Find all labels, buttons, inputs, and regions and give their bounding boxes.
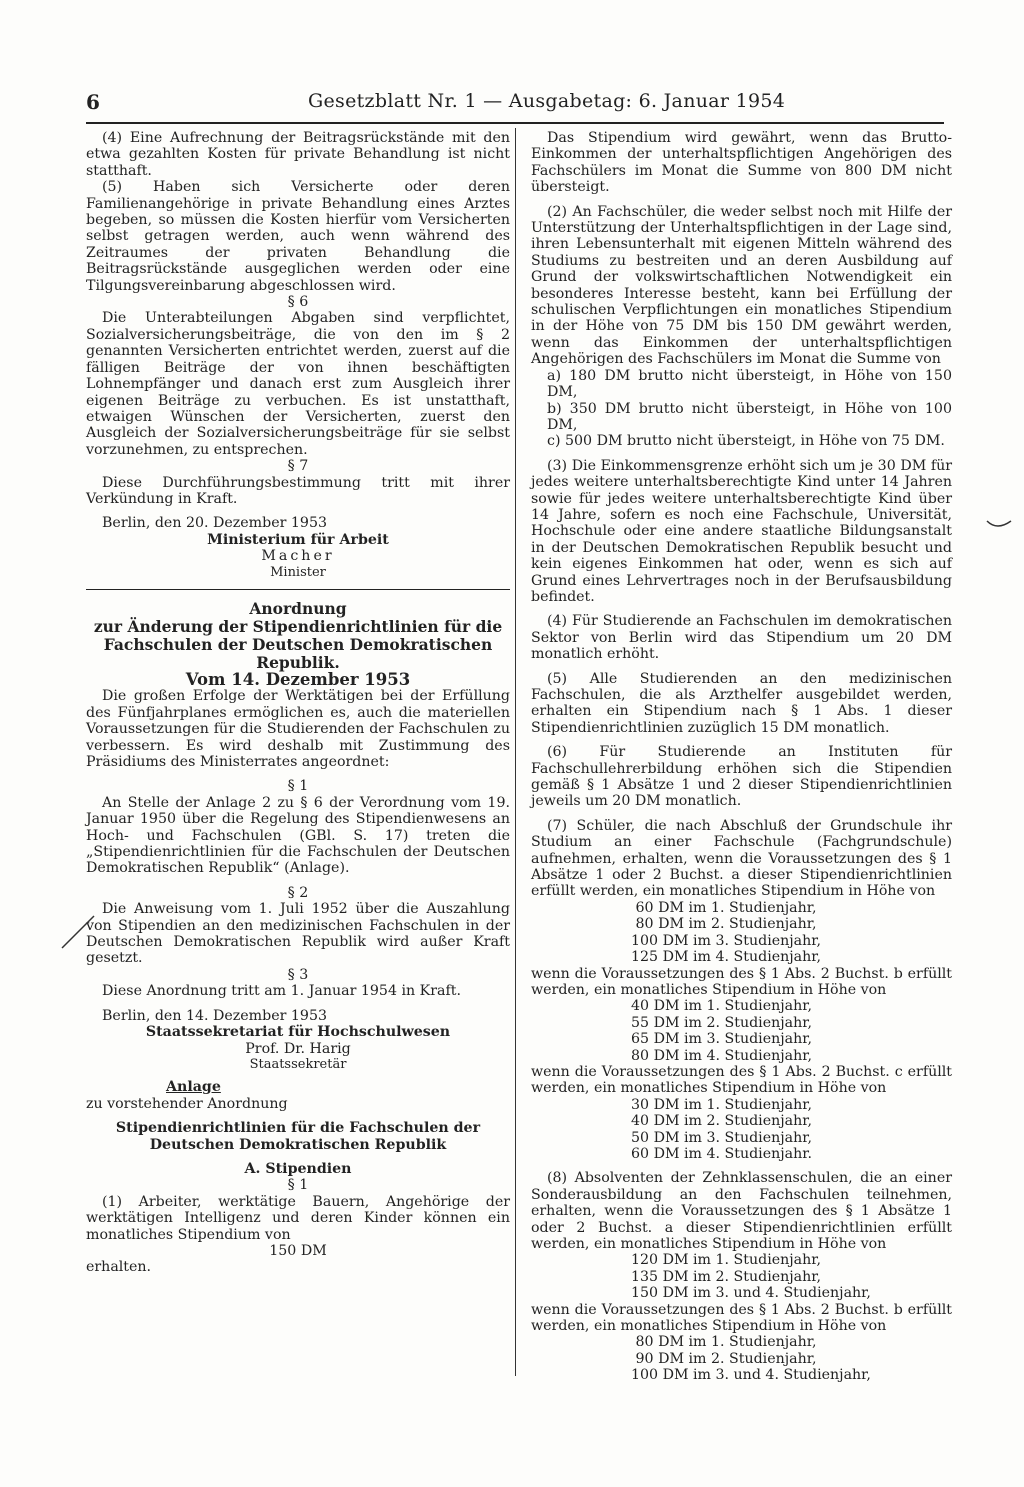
stipend-row: 30 DM im 1. Studienjahr,	[631, 1096, 812, 1113]
guidelines-section-1-text: (1) Arbeiter, werktätige Bauern, Angehörige der werktätigen Intelligenz und deren Kinder können ein monatliches Stipendium von	[86, 1193, 510, 1243]
income-tier-b: b) 350 DM brutto nicht übersteigt, in Höhe von 100 DM,	[547, 400, 952, 433]
gazette-title: Gesetzblatt Nr. 1 — Ausgabetag: 6. Januar 1954	[308, 90, 786, 112]
paragraph-6-right: (6) Für Studierende an Instituten für Fachschullehrerbildung erhöhen sich die Stipendien gemäß § 1 Absätze 1 und 2 dieser Stipendienrichtlinien jeweils um 20 DM monatlich.	[531, 744, 952, 810]
decree-date-line: Berlin, den 14. Dezember 1953	[102, 1007, 328, 1024]
decree-section-1-text: An Stelle der Anlage 2 zu § 6 der Verordnung vom 19. Januar 1950 über die Regelung des Stipendienwesens an Hoch- und Fachschulen (GBl. S. 17) treten die „Stipendienrichtlinien für die Fachschulen der Deutschen Demokratischen Republik“ (Anlage).	[86, 794, 510, 877]
decree-section-2-heading: § 2	[287, 884, 309, 901]
left-column	[86, 130, 510, 1276]
stipend-row: 90 DM im 2. Studienjahr,	[631, 1350, 817, 1367]
page-number: 6	[86, 90, 100, 114]
section-7-heading: § 7	[287, 458, 309, 475]
stipend-table-4	[531, 1252, 952, 1301]
secretary-name: Prof. Dr. Harig	[245, 1040, 351, 1057]
section-7-text: Diese Durchführungsbestimmung tritt mit ihrer Verkündung in Kraft.	[86, 474, 510, 507]
stipend-row: 40 DM im 2. Studienjahr,	[631, 1113, 812, 1130]
stipend-row: 100 DM im 3. Studienjahr,	[631, 932, 821, 949]
stipend-row: 150 DM im 3. und 4. Studienjahr,	[631, 1285, 871, 1302]
stipend-row: 135 DM im 2. Studienjahr,	[631, 1268, 821, 1285]
stipend-row: 60 DM im 1. Studienjahr,	[631, 899, 817, 916]
section-rule	[86, 589, 510, 590]
guidelines-section-1-heading: § 1	[287, 1177, 309, 1194]
stipend-row: 60 DM im 4. Studienjahr.	[631, 1145, 812, 1162]
stipend-row: 120 DM im 1. Studienjahr,	[631, 1252, 821, 1269]
paragraph-7-right: (7) Schüler, die nach Abschluß der Grundschule ihr Studium an einer Fachschule (Fachgrundschule) aufnehmen, erhalten, wenn die Voraussetzungen des § 1 Absätze 1 oder 2 Buchst. a dieser Stipendienrichtlinien erfüllt werden, ein monatliches Stipendium in Höhe von	[531, 817, 952, 900]
date-line: Berlin, den 20. Dezember 1953	[102, 515, 328, 532]
margin-check-mark	[985, 515, 1015, 535]
decree-heading: Anordnung	[249, 598, 347, 618]
paragraph-4-right: (4) Für Studierende an Fachschulen im demokratischen Sektor von Berlin wird das Stipendium um 20 DM monatlich erhöht.	[531, 613, 952, 663]
decree-section-2-text: Die Anweisung vom 1. Juli 1952 über die Auszahlung von Stipendien an den medizinischen Fachschulen in der Deutschen Demokratischen Republik wird außer Kraft gesetzt.	[86, 901, 510, 967]
income-tier-c: c) 500 DM brutto nicht übersteigt, in Höhe von 75 DM.	[547, 433, 945, 450]
decree-subheading: zur Änderung der Stipendienrichtlinien für die Fachschulen der Deutschen Demokratischen Republik.	[93, 616, 503, 672]
stipend-row: 80 DM im 4. Studienjahr,	[631, 1047, 812, 1064]
income-tier-a: a) 180 DM brutto nicht übersteigt, in Höhe von 150 DM,	[547, 367, 952, 401]
decree-section-3-text: Diese Anordnung tritt am 1. Januar 1954 in Kraft.	[102, 983, 461, 1000]
stipend-row: 40 DM im 1. Studienjahr,	[631, 998, 812, 1015]
decree-date: Vom 14. Dezember 1953	[185, 669, 411, 689]
decree-section-1-heading: § 1	[287, 778, 309, 795]
paragraph-5-right: (5) Alle Studierenden an den medizinischen Fachschulen, die als Arzthelfer ausgebildet werden, erhalten ein Stipendium nach § 1 Abs. 1 dieser Stipendienrichtlinien zuzüglich 15 DM monatlich.	[531, 670, 952, 736]
decree-section-3-heading: § 3	[287, 966, 309, 983]
annex-subheading: zu vorstehender Anordnung	[86, 1095, 288, 1112]
minister-title: Minister	[270, 564, 326, 580]
paragraph-7-c: wenn die Voraussetzungen des § 1 Abs. 2 Buchst. c erfüllt werden, ein monatliches Stipendium in Höhe von	[531, 1063, 952, 1097]
stipend-table-1	[531, 900, 952, 966]
paragraph-2: (2) An Fachschüler, die weder selbst noch mit Hilfe der Unterstützung der Unterhaltspflichtigen in der Lage sind, ihren Lebensunterhalt mit eigenen Mitteln während des Studiums zu bestreiten und an deren Ausbildung auf Grund der volkswirtschaftlichen Notwendigkeit ein besonderes Interesse besteht, kann bei Erfüllung der schulischen Verpflichtungen ein monatliches Stipendium in der Höhe von 75 DM bis 150 DM gewährt werden, wenn das Einkommen der unterhaltspflichtigen Angehörigen des Fachschülers im Monat die Summe von	[531, 203, 952, 368]
stipend-income-condition: Das Stipendium wird gewährt, wenn das Brutto-Einkommen der unterhaltspflichtigen Angehörigen des Fachschülers im Monat die Summe von 800 DM nicht übersteigt.	[531, 130, 952, 196]
section-a-heading: A. Stipendien	[244, 1160, 352, 1177]
minister-name: Macher	[261, 548, 335, 565]
stipend-row: 55 DM im 2. Studienjahr,	[631, 1014, 812, 1031]
stipend-table-5	[531, 1334, 952, 1383]
decree-preamble: Die großen Erfolge der Werktätigen bei der Erfüllung des Fünfjahrplanes ermöglichen es, auch die materiellen Voraussetzungen für die Studierenden der Fachschulen zu verbessern. Es wird deshalb mit Zustimmung des Präsidiums des Ministerrates angeordnet:	[86, 688, 510, 770]
paragraph-8-right: (8) Absolventen der Zehnklassenschulen, die an einer Sonderausbildung an den Fachschulen teilnehmen, erhalten, wenn die Voraussetzungen des § 1 Absätze 1 oder 2 Buchst. a dieser Stipendienrichtlinien erfüllt werden, ein monatliches Stipendium in Höhe von	[531, 1170, 952, 1252]
secretariat-name: Staatssekretariat für Hochschulwesen	[145, 1024, 451, 1041]
stipend-table-3	[531, 1097, 952, 1163]
guidelines-section-1-end: erhalten.	[86, 1259, 152, 1276]
ministry-name: Ministerium für Arbeit	[207, 531, 389, 548]
guidelines-section-1-amount: 150 DM	[269, 1242, 327, 1259]
paragraph-3: (3) Die Einkommensgrenze erhöht sich um je 30 DM für jedes weitere unterhaltsberechtigte Kind unter 14 Jahren sowie für jedes weitere unterhaltsberechtigte Kind über 14 Jahre, sofern es noch eine Fachschule, Universität, Hochschule oder eine andere staatliche Bildungsanstalt in der Deutschen Demokratischen Republik besucht und kein eigenes Einkommen hat oder, wenn es sich auf Grund eines Lehrvertrages noch in der Berufsausbildung befindet.	[531, 457, 952, 605]
page-header	[86, 88, 944, 124]
section-6-heading: § 6	[287, 294, 309, 311]
guidelines-title: Stipendienrichtlinien für die Fachschulen der Deutschen Demokratischen Republik	[115, 1120, 481, 1153]
column-divider	[515, 128, 516, 1376]
paragraph-4: (4) Eine Aufrechnung der Beitragsrückstände mit den etwa gezahlten Kosten für private Behandlung ist nicht statthaft.	[86, 130, 510, 179]
stipend-table-2	[531, 998, 952, 1064]
margin-pen-mark	[58, 912, 98, 952]
stipend-row: 50 DM im 3. Studienjahr,	[631, 1129, 812, 1146]
paragraph-8-b: wenn die Voraussetzungen des § 1 Abs. 2 Buchst. b erfüllt werden, ein monatliches Stipendium in Höhe von	[531, 1301, 952, 1335]
stipend-row: 80 DM im 1. Studienjahr,	[631, 1334, 817, 1351]
right-column	[531, 130, 952, 1384]
paragraph-5: (5) Haben sich Versicherte oder deren Familienangehörige in private Behandlung eines Arztes begeben, so müssen die Kosten hierfür vom Versicherten selbst getragen werden, auch wenn während des Zeitraumes der privaten Behandlung die Beitragsrückstände ausgeglichen werden oder eine Tilgungsvereinbarung abgeschlossen wird.	[86, 179, 510, 294]
paragraph-7-b: wenn die Voraussetzungen des § 1 Abs. 2 Buchst. b erfüllt werden, ein monatliches Stipendium in Höhe von	[531, 965, 952, 998]
annex-heading: Anlage	[166, 1079, 221, 1096]
stipend-row: 100 DM im 3. und 4. Studienjahr,	[631, 1367, 871, 1384]
stipend-row: 65 DM im 3. Studienjahr,	[631, 1031, 812, 1048]
stipend-row: 125 DM im 4. Studienjahr,	[631, 949, 821, 966]
stipend-row: 80 DM im 2. Studienjahr,	[631, 916, 817, 933]
section-6-text: Die Unterabteilungen Abgaben sind verpflichtet, Sozialversicherungsbeiträge, die von den im § 2 genannten Versicherten entrichtet werden, zuerst auf die fälligen Beiträge der von ihnen beschäftigten Lohnempfänger und danach erst zum Ausgleich ihrer eigenen Beiträge zu verbuchen. Es ist unstatthaft, etwaigen Wünschen der Versicherten, zuerst den Ausgleich der Sozialversicherungsbeiträge für sie selbst vorzunehmen, zu entsprechen.	[86, 310, 510, 458]
secretary-title: Staatssekretär	[249, 1056, 347, 1072]
